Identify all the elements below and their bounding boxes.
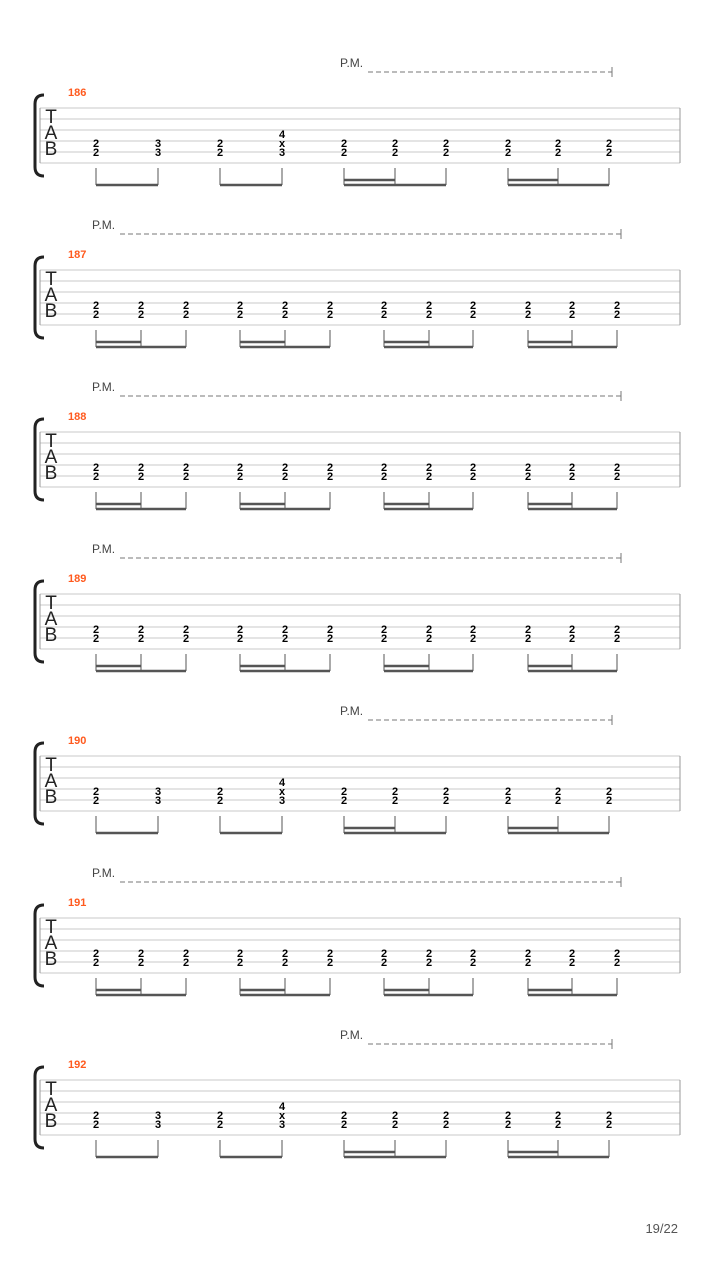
fret-number: 2 xyxy=(326,948,334,960)
fret-number: 3 xyxy=(278,1119,286,1131)
fret-number: 2 xyxy=(442,786,450,798)
fret-number: x xyxy=(278,786,286,798)
beat-group xyxy=(217,129,286,185)
beat-group xyxy=(93,1110,161,1157)
fret-number: 2 xyxy=(92,786,100,798)
beat-group xyxy=(93,138,161,185)
fret-number: 2 xyxy=(92,795,100,807)
fret-number: 3 xyxy=(154,786,162,798)
fret-number: 2 xyxy=(442,147,450,159)
fret-number: 2 xyxy=(236,948,244,960)
fret-number: 2 xyxy=(236,633,244,645)
beat-group xyxy=(525,624,620,671)
fret-number: 2 xyxy=(216,1119,224,1131)
beat-group xyxy=(525,462,620,509)
fret-number: 2 xyxy=(613,300,621,312)
fret-number: 2 xyxy=(524,957,532,969)
palm-mute-label: P.M. xyxy=(92,380,116,394)
palm-mute-label: P.M. xyxy=(340,704,364,718)
fret-number: 3 xyxy=(154,1110,162,1122)
beat-group xyxy=(217,1101,286,1157)
fret-number: 4 xyxy=(278,129,286,141)
tab-system xyxy=(35,56,680,185)
tab-system xyxy=(35,218,680,347)
tab-clef-letter: T xyxy=(45,755,57,776)
fret-number: 2 xyxy=(391,1119,399,1131)
fret-number: 2 xyxy=(92,471,100,483)
tab-clef-letter: T xyxy=(45,431,57,452)
fret-number: 3 xyxy=(154,1119,162,1131)
fret-number: 2 xyxy=(236,624,244,636)
fret-number: 2 xyxy=(425,471,433,483)
beat-group xyxy=(341,1110,449,1157)
palm-mute-label: P.M. xyxy=(92,866,116,880)
fret-number: 2 xyxy=(182,462,190,474)
fret-number: 2 xyxy=(137,300,145,312)
beat-group xyxy=(93,948,189,995)
fret-number: 2 xyxy=(568,633,576,645)
fret-number: 2 xyxy=(613,471,621,483)
fret-number: 2 xyxy=(281,957,289,969)
fret-number: 2 xyxy=(281,633,289,645)
fret-number: 2 xyxy=(469,624,477,636)
fret-number: 2 xyxy=(524,948,532,960)
bar-number: 192 xyxy=(68,1059,87,1071)
fret-number: 2 xyxy=(391,786,399,798)
tab-clef-letter: B xyxy=(44,139,58,160)
fret-number: 2 xyxy=(425,948,433,960)
fret-number: 2 xyxy=(92,1110,100,1122)
tab-clef-letter: B xyxy=(44,1111,58,1132)
beat-group xyxy=(381,948,476,995)
beat-group xyxy=(505,138,612,185)
fret-number: 2 xyxy=(504,786,512,798)
fret-number: 2 xyxy=(236,300,244,312)
fret-number: 2 xyxy=(236,957,244,969)
palm-mute-label: P.M. xyxy=(340,56,364,70)
beat-group xyxy=(237,948,333,995)
fret-number: 2 xyxy=(281,300,289,312)
fret-number: 2 xyxy=(340,786,348,798)
tab-clef-letter: B xyxy=(44,463,58,484)
tab-system xyxy=(35,704,680,833)
fret-number: 2 xyxy=(380,309,388,321)
fret-number: 2 xyxy=(605,1119,613,1131)
fret-number: 2 xyxy=(504,1110,512,1122)
fret-number: 2 xyxy=(182,471,190,483)
tab-clef-letter: B xyxy=(44,949,58,970)
fret-number: 2 xyxy=(281,462,289,474)
bar-number: 187 xyxy=(68,249,87,261)
fret-number: 2 xyxy=(425,300,433,312)
fret-number: 2 xyxy=(442,1110,450,1122)
fret-number: 2 xyxy=(568,471,576,483)
fret-number: 2 xyxy=(340,1119,348,1131)
fret-number: 2 xyxy=(469,633,477,645)
fret-number: 2 xyxy=(340,147,348,159)
tab-clef-letter: A xyxy=(44,609,58,630)
fret-number: 2 xyxy=(216,138,224,150)
fret-number: 2 xyxy=(380,471,388,483)
fret-number: 2 xyxy=(216,1110,224,1122)
beat-group xyxy=(237,300,333,347)
fret-number: x xyxy=(278,138,286,150)
fret-number: 2 xyxy=(92,1119,100,1131)
fret-number: 2 xyxy=(613,309,621,321)
bar-number: 190 xyxy=(68,735,87,747)
fret-number: 2 xyxy=(326,300,334,312)
fret-number: 2 xyxy=(469,957,477,969)
fret-number: 2 xyxy=(613,948,621,960)
fret-number: 2 xyxy=(613,624,621,636)
fret-number: 2 xyxy=(92,633,100,645)
beat-group xyxy=(217,777,286,833)
fret-number: 2 xyxy=(524,624,532,636)
fret-number: 2 xyxy=(554,1110,562,1122)
fret-number: 2 xyxy=(504,1119,512,1131)
beat-group xyxy=(341,138,449,185)
fret-number: 2 xyxy=(326,633,334,645)
tab-clef-letter: A xyxy=(44,285,58,306)
fret-number: 2 xyxy=(326,957,334,969)
tab-clef-letter: T xyxy=(45,107,57,128)
tab-system xyxy=(35,380,680,509)
tab-clef-letter: T xyxy=(45,1079,57,1100)
fret-number: 2 xyxy=(469,300,477,312)
fret-number: 2 xyxy=(326,624,334,636)
fret-number: 2 xyxy=(568,309,576,321)
fret-number: x xyxy=(278,1110,286,1122)
fret-number: 2 xyxy=(391,795,399,807)
fret-number: 2 xyxy=(554,147,562,159)
fret-number: 2 xyxy=(425,462,433,474)
tab-clef-letter: A xyxy=(44,123,58,144)
fret-number: 2 xyxy=(524,309,532,321)
tab-clef-letter: T xyxy=(45,593,57,614)
fret-number: 4 xyxy=(278,1101,286,1113)
fret-number: 2 xyxy=(236,462,244,474)
beat-group xyxy=(93,786,161,833)
beat-group xyxy=(381,300,476,347)
fret-number: 2 xyxy=(281,624,289,636)
fret-number: 3 xyxy=(154,138,162,150)
palm-mute-label: P.M. xyxy=(92,218,116,232)
fret-number: 2 xyxy=(236,471,244,483)
beat-group xyxy=(237,462,333,509)
beat-group xyxy=(525,948,620,995)
fret-number: 2 xyxy=(568,957,576,969)
fret-number: 2 xyxy=(380,633,388,645)
fret-number: 2 xyxy=(425,309,433,321)
beat-group xyxy=(341,786,449,833)
fret-number: 2 xyxy=(216,795,224,807)
fret-number: 2 xyxy=(92,462,100,474)
beat-group xyxy=(381,624,476,671)
fret-number: 2 xyxy=(504,795,512,807)
fret-number: 2 xyxy=(442,1119,450,1131)
fret-number: 2 xyxy=(605,795,613,807)
fret-number: 2 xyxy=(216,147,224,159)
fret-number: 2 xyxy=(92,624,100,636)
fret-number: 2 xyxy=(442,795,450,807)
fret-number: 2 xyxy=(281,471,289,483)
tab-clef-letter: A xyxy=(44,933,58,954)
fret-number: 2 xyxy=(504,147,512,159)
bar-number: 186 xyxy=(68,87,87,99)
fret-number: 2 xyxy=(92,957,100,969)
palm-mute-label: P.M. xyxy=(340,1028,364,1042)
fret-number: 2 xyxy=(524,633,532,645)
beat-group xyxy=(93,300,189,347)
fret-number: 4 xyxy=(278,777,286,789)
fret-number: 2 xyxy=(524,471,532,483)
fret-number: 2 xyxy=(92,147,100,159)
tab-clef-letter: B xyxy=(44,625,58,646)
tab-system xyxy=(35,542,680,671)
fret-number: 2 xyxy=(391,138,399,150)
fret-number: 2 xyxy=(137,633,145,645)
fret-number: 2 xyxy=(469,462,477,474)
fret-number: 2 xyxy=(605,147,613,159)
fret-number: 2 xyxy=(380,957,388,969)
fret-number: 2 xyxy=(524,462,532,474)
fret-number: 2 xyxy=(182,957,190,969)
fret-number: 2 xyxy=(92,300,100,312)
fret-number: 2 xyxy=(137,462,145,474)
fret-number: 2 xyxy=(216,786,224,798)
tab-system xyxy=(35,866,680,995)
fret-number: 2 xyxy=(605,786,613,798)
fret-number: 2 xyxy=(92,309,100,321)
fret-number: 2 xyxy=(442,138,450,150)
fret-number: 2 xyxy=(182,309,190,321)
beat-group xyxy=(525,300,620,347)
fret-number: 2 xyxy=(281,948,289,960)
fret-number: 2 xyxy=(504,138,512,150)
fret-number: 2 xyxy=(613,462,621,474)
page-number: 19/22 xyxy=(645,1221,678,1236)
fret-number: 2 xyxy=(340,1110,348,1122)
fret-number: 2 xyxy=(182,948,190,960)
fret-number: 2 xyxy=(469,309,477,321)
fret-number: 2 xyxy=(340,138,348,150)
fret-number: 2 xyxy=(469,948,477,960)
fret-number: 2 xyxy=(137,957,145,969)
fret-number: 2 xyxy=(524,300,532,312)
fret-number: 2 xyxy=(281,309,289,321)
fret-number: 2 xyxy=(554,1119,562,1131)
fret-number: 2 xyxy=(182,300,190,312)
beat-group xyxy=(381,462,476,509)
bar-number: 189 xyxy=(68,573,87,585)
tab-clef-letter: B xyxy=(44,301,58,322)
fret-number: 2 xyxy=(236,309,244,321)
fret-number: 3 xyxy=(154,795,162,807)
bar-number: 188 xyxy=(68,411,87,423)
fret-number: 2 xyxy=(425,624,433,636)
fret-number: 2 xyxy=(554,786,562,798)
tab-clef-letter: A xyxy=(44,447,58,468)
fret-number: 2 xyxy=(568,462,576,474)
fret-number: 2 xyxy=(380,462,388,474)
fret-number: 2 xyxy=(340,795,348,807)
fret-number: 2 xyxy=(391,1110,399,1122)
fret-number: 2 xyxy=(137,624,145,636)
palm-mute-label: P.M. xyxy=(92,542,116,556)
tab-system xyxy=(35,1028,680,1157)
fret-number: 2 xyxy=(605,1110,613,1122)
fret-number: 2 xyxy=(137,471,145,483)
fret-number: 2 xyxy=(568,300,576,312)
fret-number: 2 xyxy=(137,309,145,321)
beat-group xyxy=(505,786,612,833)
tab-clef-letter: B xyxy=(44,787,58,808)
fret-number: 2 xyxy=(568,624,576,636)
fret-number: 2 xyxy=(425,633,433,645)
fret-number: 2 xyxy=(568,948,576,960)
beat-group xyxy=(505,1110,612,1157)
fret-number: 2 xyxy=(613,633,621,645)
tab-clef-letter: A xyxy=(44,771,58,792)
fret-number: 2 xyxy=(380,624,388,636)
fret-number: 3 xyxy=(278,147,286,159)
tab-clef-letter: A xyxy=(44,1095,58,1116)
fret-number: 2 xyxy=(92,138,100,150)
fret-number: 2 xyxy=(391,147,399,159)
fret-number: 2 xyxy=(182,633,190,645)
fret-number: 2 xyxy=(469,471,477,483)
beat-group xyxy=(237,624,333,671)
fret-number: 3 xyxy=(278,795,286,807)
fret-number: 2 xyxy=(380,948,388,960)
fret-number: 2 xyxy=(554,795,562,807)
fret-number: 3 xyxy=(154,147,162,159)
fret-number: 2 xyxy=(182,624,190,636)
fret-number: 2 xyxy=(137,948,145,960)
fret-number: 2 xyxy=(326,309,334,321)
fret-number: 2 xyxy=(425,957,433,969)
beat-group xyxy=(93,462,189,509)
fret-number: 2 xyxy=(326,471,334,483)
tab-clef-letter: T xyxy=(45,269,57,290)
tab-clef-letter: T xyxy=(45,917,57,938)
fret-number: 2 xyxy=(605,138,613,150)
fret-number: 2 xyxy=(92,948,100,960)
fret-number: 2 xyxy=(613,957,621,969)
beat-group xyxy=(93,624,189,671)
fret-number: 2 xyxy=(554,138,562,150)
bar-number: 191 xyxy=(68,897,87,909)
fret-number: 2 xyxy=(326,462,334,474)
fret-number: 2 xyxy=(380,300,388,312)
